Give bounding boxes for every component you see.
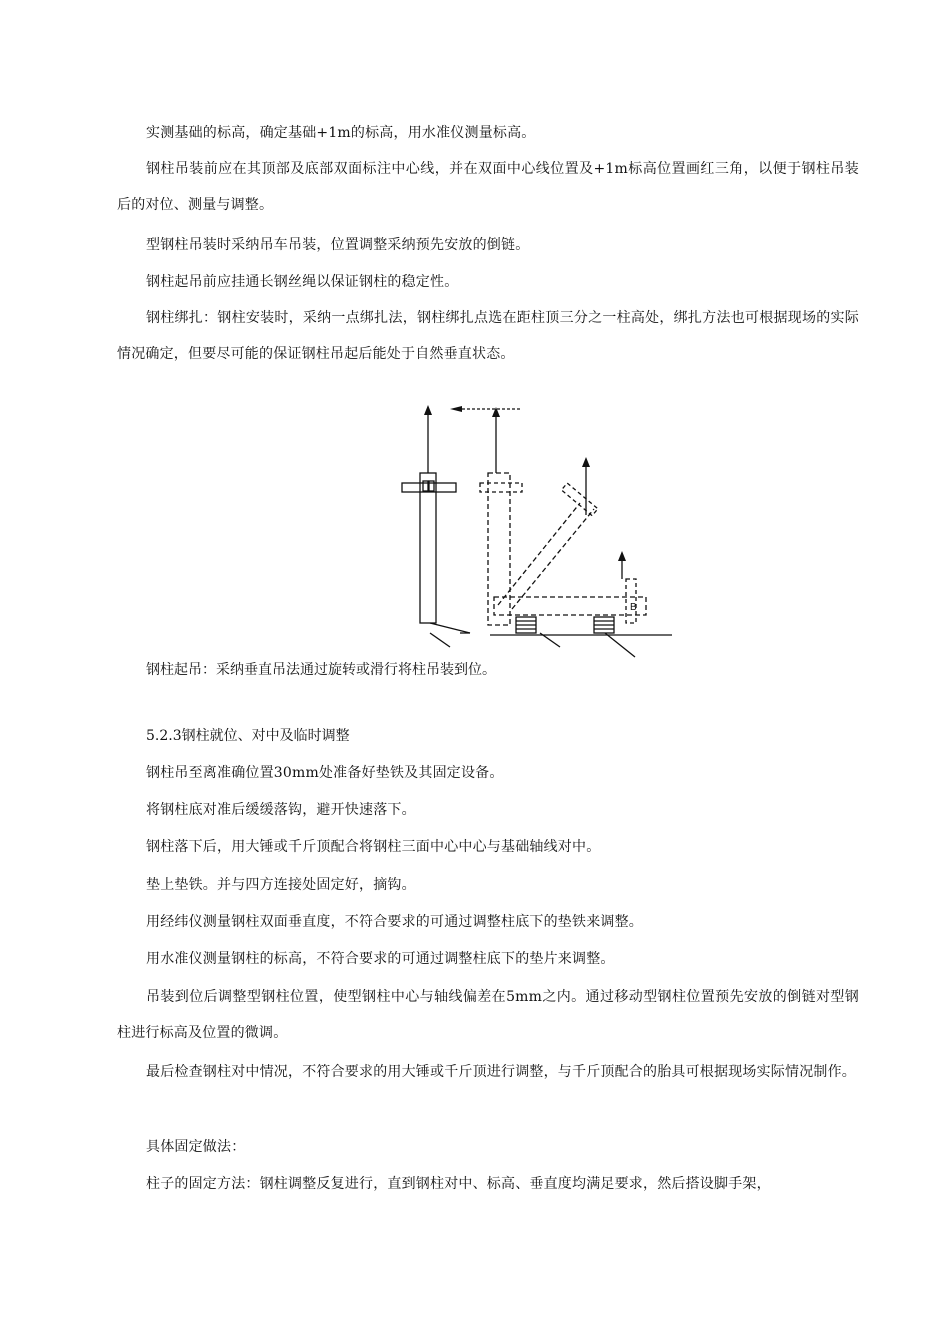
paragraph-14: 最后检查钢柱对中情况，不符合要求的用大锤或千斤顶进行调整，与千斤顶配合的胎具可根据现场实际情况制作。 — [146, 1064, 856, 1080]
support-block-right — [594, 617, 614, 633]
lift-arrow-3 — [582, 457, 590, 467]
paragraph-2: 钢柱吊装前应在其顶部及底部双面标注中心线，并在双面中心线位置及+1m标高位置画红三角，以便于钢柱吊装后的对位、测量与调整。 — [117, 161, 859, 213]
column-vertical-solid — [420, 473, 436, 623]
leader-arrow — [450, 406, 462, 412]
paragraph-15: 具体固定做法： — [146, 1139, 246, 1155]
paragraph-5: 钢柱绑扎：钢柱安装时，采纳一点绑扎法，钢柱绑扎点选在距柱顶三分之一柱高处，绑扎方法也可根据现场的实际情况确定，但要尽可能的保证钢柱吊起后能处于自然垂直状态。 — [117, 310, 859, 362]
column-vertical-dashed — [488, 473, 510, 625]
column-rotating-dashed — [498, 503, 594, 609]
paragraph-3: 型钢柱吊装时采纳吊车吊装，位置调整采纳预先安放的倒链。 — [146, 237, 530, 253]
paragraph-6: 钢柱起吊：采纳垂直吊法通过旋转或滑行将柱吊装到位。 — [146, 662, 496, 678]
paragraph-4: 钢柱起吊前应挂通长钢丝绳以保证钢柱的稳定性。 — [146, 274, 459, 290]
paragraph-13: 吊装到位后调整型钢柱位置，使型钢柱中心与轴线偏差在5mm之内。通过移动型钢柱位置预先安放的倒链对型钢柱进行标高及位置的微调。 — [117, 989, 859, 1041]
column-lifting-diagram — [390, 395, 680, 665]
paragraph-16: 柱子的固定方法：钢柱调整反复进行，直到钢柱对中、标高、垂直度均满足要求，然后搭设脚手架， — [146, 1176, 771, 1192]
paragraph-1: 实测基础的标高，确定基础+1m的标高，用水准仪测量标高。 — [146, 125, 536, 141]
diagram-label: B — [630, 602, 637, 613]
lift-arrow-1 — [424, 405, 432, 415]
paragraph-12: 用水准仪测量钢柱的标高，不符合要求的可通过调整柱底下的垫片来调整。 — [146, 951, 615, 967]
column-horizontal-dashed — [494, 597, 646, 615]
paragraph-7: 钢柱吊至离准确位置30mm处准备好垫铁及其固定设备。 — [146, 765, 504, 781]
support-block-left — [516, 617, 536, 633]
section-heading: 5.2.3钢柱就位、对中及临时调整 — [146, 728, 350, 744]
paragraph-9: 钢柱落下后，用大锤或千斤顶配合将钢柱三面中心中心与基础轴线对中。 — [146, 839, 601, 855]
paragraph-11: 用经纬仪测量钢柱双面垂直度，不符合要求的可通过调整柱底下的垫铁来调整。 — [146, 914, 643, 930]
lift-arrow-4 — [618, 551, 626, 561]
paragraph-10: 垫上垫铁。并与四方连接处固定好，摘钩。 — [146, 877, 416, 893]
paragraph-8: 将钢柱底对准后缓缓落钩，避开快速落下。 — [146, 802, 416, 818]
